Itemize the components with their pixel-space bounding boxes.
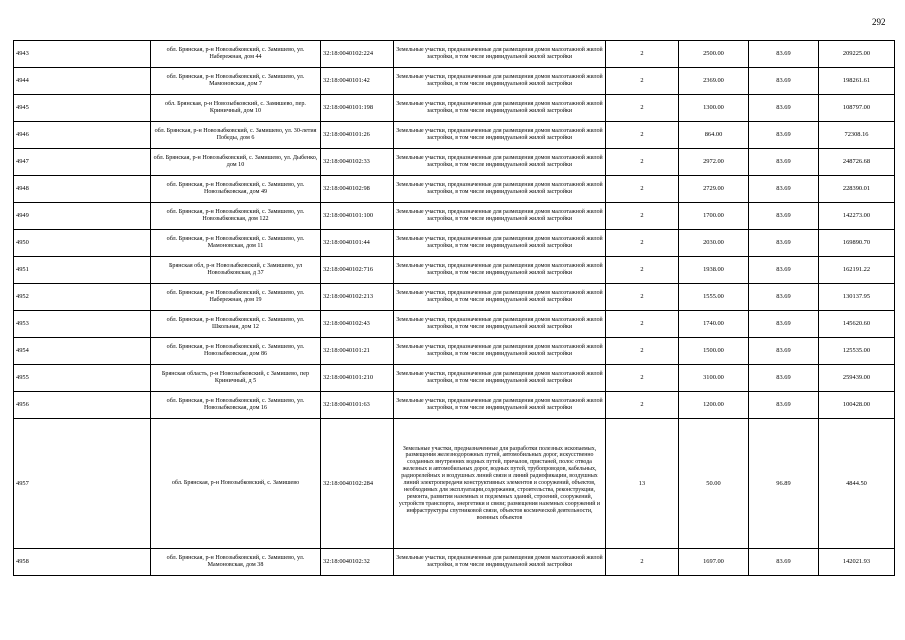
area-cell: 1700.00 [679, 203, 749, 230]
cadastral-number-cell: 32:18:0040102:32 [321, 549, 394, 576]
permitted-use-cell: Земельные участки, предназначенные для размещения домов малоэтажной жилой застройки, в том числе индивидуальной жилой застройки [394, 230, 606, 257]
address-cell: обл. Брянская, р-н Новозыбковский, с. Замишево, ул. Набережная, дом 19 [151, 284, 321, 311]
row-number: 4943 [14, 41, 151, 68]
area-cell: 1300.00 [679, 95, 749, 122]
address-cell: обл. Брянская, р-н Новозыбковский, с. Замишево [151, 419, 321, 549]
cadastral-value-cell: 145620.60 [819, 311, 895, 338]
cadastral-number-cell: 32:18:0040102:43 [321, 311, 394, 338]
address-cell: обл. Брянская, р-н Новозыбковский, с. Замишево, ул. Новозыбковская, дом 16 [151, 392, 321, 419]
category-cell: 13 [606, 419, 679, 549]
row-number: 4945 [14, 95, 151, 122]
cadastral-number-cell: 32:18:0040101:44 [321, 230, 394, 257]
address-cell: обл. Брянская, р-н Новозыбковский, с. Замишево, ул. Мамоновская, дом 11 [151, 230, 321, 257]
address-cell: обл. Брянская, р-н Новозыбковский, с. Замишево, ул. Школьная, дом 12 [151, 311, 321, 338]
area-cell: 1555.00 [679, 284, 749, 311]
table-row [14, 311, 895, 338]
specific-value-cell: 83.69 [749, 549, 819, 576]
cadastral-number-cell: 32:18:0040102:284 [321, 419, 394, 549]
cadastral-number-cell: 32:18:0040102:716 [321, 257, 394, 284]
specific-value-cell: 83.69 [749, 392, 819, 419]
cadastral-value-cell: 209225.00 [819, 41, 895, 68]
table-row [14, 365, 895, 392]
specific-value-cell: 83.69 [749, 95, 819, 122]
specific-value-cell: 83.69 [749, 284, 819, 311]
cadastral-number-cell: 32:18:0040101:21 [321, 338, 394, 365]
table-row [14, 392, 895, 419]
category-cell: 2 [606, 149, 679, 176]
address-cell: обл. Брянская, р-н Новозыбковский, с. Замишево, ул. Дыбенко, дом 10 [151, 149, 321, 176]
address-cell: обл. Брянская, р-н Новозыбковский, с. Замишево, пер. Криничный, дом 10 [151, 95, 321, 122]
cadastral-value-cell: 228390.01 [819, 176, 895, 203]
specific-value-cell: 83.69 [749, 203, 819, 230]
area-cell: 50.00 [679, 419, 749, 549]
cadastral-value-cell: 142273.00 [819, 203, 895, 230]
specific-value-cell: 83.69 [749, 365, 819, 392]
row-number: 4956 [14, 392, 151, 419]
permitted-use-cell: Земельные участки, предназначенные для размещения домов малоэтажной жилой застройки, в том числе индивидуальной жилой застройки [394, 392, 606, 419]
specific-value-cell: 83.69 [749, 338, 819, 365]
table-row [14, 203, 895, 230]
specific-value-cell: 83.69 [749, 41, 819, 68]
cadastral-value-cell: 100428.00 [819, 392, 895, 419]
table-row [14, 95, 895, 122]
cadastral-number-cell: 32:18:0040101:26 [321, 122, 394, 149]
address-cell: Брянская обл, р-н Новозыбковский, с Замишево, ул Новозыбковская, д 37 [151, 257, 321, 284]
cadastral-number-cell: 32:18:0040102:98 [321, 176, 394, 203]
area-cell: 1938.00 [679, 257, 749, 284]
area-cell: 2500.00 [679, 41, 749, 68]
category-cell: 2 [606, 338, 679, 365]
row-number: 4952 [14, 284, 151, 311]
row-number: 4950 [14, 230, 151, 257]
table-row [14, 338, 895, 365]
cadastral-value-cell: 4844.50 [819, 419, 895, 549]
address-cell: Брянская область, р-н Новозыбковский, с Замишево, пер Криничный, д 5 [151, 365, 321, 392]
cadastral-number-cell: 32:18:0040101:42 [321, 68, 394, 95]
area-cell: 1740.00 [679, 311, 749, 338]
cadastral-value-cell: 198261.61 [819, 68, 895, 95]
area-cell: 3100.00 [679, 365, 749, 392]
cadastral-value-cell: 72308.16 [819, 122, 895, 149]
row-number: 4949 [14, 203, 151, 230]
address-cell: обл. Брянская, р-н Новозыбковский, с. Замишево, ул. Набережная, дом 44 [151, 41, 321, 68]
table-row [14, 284, 895, 311]
category-cell: 2 [606, 176, 679, 203]
table-row [14, 149, 895, 176]
area-cell: 1500.00 [679, 338, 749, 365]
row-number: 4954 [14, 338, 151, 365]
permitted-use-cell: Земельные участки, предназначенные для размещения домов малоэтажной жилой застройки, в том числе индивидуальной жилой застройки [394, 257, 606, 284]
permitted-use-cell: Земельные участки, предназначенные для размещения домов малоэтажной жилой застройки, в том числе индивидуальной жилой застройки [394, 122, 606, 149]
address-cell: обл. Брянская, р-н Новозыбковский, с. Замишево, ул. Новозыбковская, дом 49 [151, 176, 321, 203]
cadastral-value-table [13, 40, 895, 576]
area-cell: 1200.00 [679, 392, 749, 419]
table-row [14, 419, 895, 549]
table-row [14, 68, 895, 95]
category-cell: 2 [606, 392, 679, 419]
category-cell: 2 [606, 257, 679, 284]
table-row [14, 549, 895, 576]
table-row [14, 122, 895, 149]
permitted-use-cell: Земельные участки, предназначенные для размещения домов малоэтажной жилой застройки, в том числе индивидуальной жилой застройки [394, 338, 606, 365]
table-row [14, 176, 895, 203]
table-row [14, 257, 895, 284]
cadastral-value-cell: 162191.22 [819, 257, 895, 284]
address-cell: обл. Брянская, р-н Новозыбковский, с. Замишево, ул. 30-летия Победы, дом 6 [151, 122, 321, 149]
category-cell: 2 [606, 122, 679, 149]
row-number: 4944 [14, 68, 151, 95]
permitted-use-cell: Земельные участки, предназначенные для размещения домов малоэтажной жилой застройки, в том числе индивидуальной жилой застройки [394, 203, 606, 230]
cadastral-value-cell: 125535.00 [819, 338, 895, 365]
category-cell: 2 [606, 41, 679, 68]
table-body [14, 41, 895, 576]
address-cell: обл. Брянская, р-н Новозыбковский, с. Замишево, ул. Мамоновская, дом 7 [151, 68, 321, 95]
permitted-use-cell: Земельные участки, предназначенные для размещения домов малоэтажной жилой застройки, в том числе индивидуальной жилой застройки [394, 41, 606, 68]
row-number: 4951 [14, 257, 151, 284]
cadastral-number-cell: 32:18:0040101:198 [321, 95, 394, 122]
cadastral-number-cell: 32:18:0040102:213 [321, 284, 394, 311]
category-cell: 2 [606, 203, 679, 230]
specific-value-cell: 83.69 [749, 311, 819, 338]
cadastral-number-cell: 32:18:0040102:224 [321, 41, 394, 68]
cadastral-number-cell: 32:18:0040101:100 [321, 203, 394, 230]
category-cell: 2 [606, 549, 679, 576]
row-number: 4958 [14, 549, 151, 576]
row-number: 4955 [14, 365, 151, 392]
cadastral-number-cell: 32:18:0040101:210 [321, 365, 394, 392]
permitted-use-cell: Земельные участки, предназначенные для размещения домов малоэтажной жилой застройки, в том числе индивидуальной жилой застройки [394, 284, 606, 311]
cadastral-value-cell: 248726.68 [819, 149, 895, 176]
permitted-use-cell: Земельные участки, предназначенные для размещения домов малоэтажной жилой застройки, в том числе индивидуальной жилой застройки [394, 68, 606, 95]
specific-value-cell: 83.69 [749, 257, 819, 284]
cadastral-value-cell: 130137.95 [819, 284, 895, 311]
category-cell: 2 [606, 284, 679, 311]
address-cell: обл. Брянская, р-н Новозыбковский, с. Замишево, ул. Мамоновская, дом 38 [151, 549, 321, 576]
specific-value-cell: 83.69 [749, 176, 819, 203]
permitted-use-cell: Земельные участки, предназначенные для размещения домов малоэтажной жилой застройки, в том числе индивидуальной жилой застройки [394, 95, 606, 122]
category-cell: 2 [606, 230, 679, 257]
cadastral-number-cell: 32:18:0040102:33 [321, 149, 394, 176]
area-cell: 1697.00 [679, 549, 749, 576]
category-cell: 2 [606, 365, 679, 392]
cadastral-value-cell: 108797.00 [819, 95, 895, 122]
row-number: 4957 [14, 419, 151, 549]
area-cell: 2369.00 [679, 68, 749, 95]
permitted-use-cell: Земельные участки, предназначенные для размещения домов малоэтажной жилой застройки, в том числе индивидуальной жилой застройки [394, 365, 606, 392]
permitted-use-cell: Земельные участки, предназначенные для размещения домов малоэтажной жилой застройки, в том числе индивидуальной жилой застройки [394, 149, 606, 176]
area-cell: 864.00 [679, 122, 749, 149]
row-number: 4946 [14, 122, 151, 149]
table-row [14, 230, 895, 257]
page-number: 292 [872, 17, 886, 27]
row-number: 4947 [14, 149, 151, 176]
area-cell: 2030.00 [679, 230, 749, 257]
cadastral-value-cell: 142021.93 [819, 549, 895, 576]
area-cell: 2972.00 [679, 149, 749, 176]
area-cell: 2729.00 [679, 176, 749, 203]
cadastral-value-cell: 169890.70 [819, 230, 895, 257]
permitted-use-cell: Земельные участки, предназначенные для размещения домов малоэтажной жилой застройки, в том числе индивидуальной жилой застройки [394, 549, 606, 576]
category-cell: 2 [606, 95, 679, 122]
category-cell: 2 [606, 311, 679, 338]
address-cell: обл. Брянская, р-н Новозыбковский, с. Замишево, ул. Новозыбковская, дом 86 [151, 338, 321, 365]
cadastral-number-cell: 32:18:0040101:63 [321, 392, 394, 419]
specific-value-cell: 83.69 [749, 122, 819, 149]
permitted-use-cell: Земельные участки, предназначенные для размещения домов малоэтажной жилой застройки, в том числе индивидуальной жилой застройки [394, 176, 606, 203]
specific-value-cell: 96.89 [749, 419, 819, 549]
specific-value-cell: 83.69 [749, 68, 819, 95]
permitted-use-cell: Земельные участки, предназначенные для размещения домов малоэтажной жилой застройки, в том числе индивидуальной жилой застройки [394, 311, 606, 338]
table-row [14, 41, 895, 68]
specific-value-cell: 83.69 [749, 230, 819, 257]
cadastral-value-cell: 259439.00 [819, 365, 895, 392]
permitted-use-cell: Земельные участки, предназначенные для разработки полезных ископаемых, размещения железнодорожных путей, автомобильных дорог, искусственно созданных внутренних водных путей, причалов, пристаней, полос отвода железных и автомобильных дорог, водных путей, трубопроводов, кабельных, радиорелейных и воздушных линий связи и линий радиофикации, воздушных линий электропередачи конструктивных элементов и сооружений, объектов, необходимых для эксплуатации,содержания, строительства, реконструкции, ремонта, развития наземных и подземных зданий, строений, сооружений, устройств транспорта, энергетики и связи; размещения наземных сооружений и инфраструктуры спутниковой связи, объектов космической деятельности, военных объектов [394, 419, 606, 549]
specific-value-cell: 83.69 [749, 149, 819, 176]
category-cell: 2 [606, 68, 679, 95]
row-number: 4948 [14, 176, 151, 203]
address-cell: обл. Брянская, р-н Новозыбковский, с. Замишево, ул. Новозыбковская, дом 122 [151, 203, 321, 230]
row-number: 4953 [14, 311, 151, 338]
